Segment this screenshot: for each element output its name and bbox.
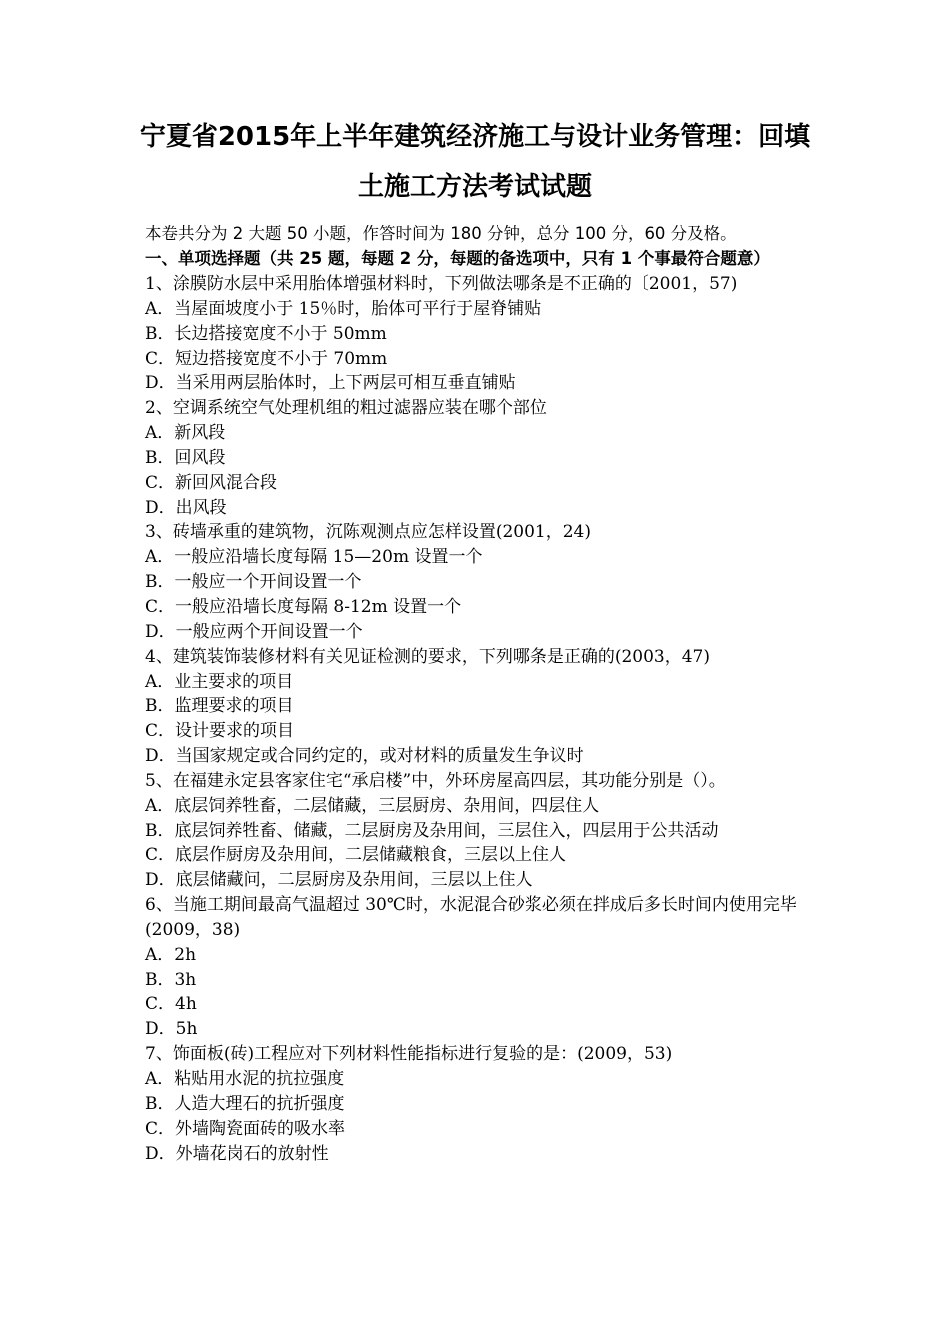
question-block xyxy=(145,645,815,769)
question-block xyxy=(145,396,815,520)
question-text: 2、空调系统空气处理机组的粗过滤器应装在哪个部位 xyxy=(145,398,547,419)
question-text: 3、砖墙承重的建筑物，沉陈观测点应怎样设置(2001，24) xyxy=(145,522,591,543)
question-text: 6、当施工期间最高气温超过 30℃时，水泥混合砂浆必须在拌成后多长时间内使用完毕(2009，38) xyxy=(145,895,797,940)
section-heading: 一、单项选择题（共 25 题，每题 2 分，每题的备选项中，只有 1 个事最符合题意） xyxy=(145,249,770,268)
question-text: 5、在福建永定县客家住宅“承启楼”中，外环房屋高四层，其功能分别是（）。 xyxy=(145,770,726,791)
answer-option: C．4h xyxy=(145,994,197,1015)
answer-option: D．外墙花岗石的放射性 xyxy=(145,1143,329,1164)
answer-option: D．5h xyxy=(145,1019,198,1040)
question-list xyxy=(145,272,815,1166)
answer-option: B．监理要求的项目 xyxy=(145,696,294,717)
answer-option: C．新回风混合段 xyxy=(145,472,278,493)
answer-option: B．人造大理石的抗折强度 xyxy=(145,1093,345,1114)
question-block xyxy=(145,520,815,644)
answer-option: A．底层饲养牲畜，二层储藏，三层厨房、杂用间，四层住人 xyxy=(145,795,600,816)
answer-option: D．一般应两个开间设置一个 xyxy=(145,621,363,642)
answer-option: C．短边搭接宽度不小于 70mm xyxy=(145,348,388,369)
question-text: 1、涂膜防水层中采用胎体增强材料时，下列做法哪条是不正确的〔2001，57) xyxy=(145,274,738,294)
answer-option: A．新风段 xyxy=(145,423,226,444)
answer-option: D．底层储藏问，二层厨房及杂用间，三层以上住人 xyxy=(145,870,533,891)
question-text: 4、建筑装饰装修材料有关见证检测的要求，下列哪条是正确的(2003，47) xyxy=(145,646,710,667)
exam-instructions: 本卷共分为 2 大题 50 小题，作答时间为 180 分钟，总分 100 分，60 分及格。 xyxy=(145,224,737,243)
answer-option: A．粘贴用水泥的抗拉强度 xyxy=(145,1069,345,1089)
answer-option: C．底层作厨房及杂用间，二层储藏粮食，三层以上住人 xyxy=(145,845,567,866)
answer-option: A．业主要求的项目 xyxy=(145,671,294,692)
document-title-line-2: 土施工方法考试试题 xyxy=(357,172,592,202)
answer-option: D．当国家规定或合同约定的，或对材料的质量发生争议时 xyxy=(145,746,584,767)
answer-option: D．出风段 xyxy=(145,497,227,518)
question-block xyxy=(145,272,815,396)
answer-option: A．一般应沿墙长度每隔 15—20m 设置一个 xyxy=(145,547,483,568)
document-title-line-1: 宁夏省2015年上半年建筑经济施工与设计业务管理：回填 xyxy=(139,122,811,152)
answer-option: B．一般应一个开间设置一个 xyxy=(145,572,362,593)
answer-option: D．当采用两层胎体时，上下两层可相互垂直铺贴 xyxy=(145,373,516,394)
answer-option: C．设计要求的项目 xyxy=(145,721,295,742)
question-block xyxy=(145,1042,815,1166)
answer-option: A．2h xyxy=(145,944,197,965)
question-text: 7、饰面板(砖)工程应对下列材料性能指标进行复验的是：(2009，53) xyxy=(145,1044,673,1065)
answer-option: C．外墙陶瓷面砖的吸水率 xyxy=(145,1118,346,1139)
answer-option: A．当屋面坡度小于 15％时，胎体可平行于屋脊铺贴 xyxy=(145,298,542,319)
answer-option: B．3h xyxy=(145,969,197,990)
document-body xyxy=(145,222,815,1166)
question-block xyxy=(145,893,815,1042)
answer-option: B．长边搭接宽度不小于 50mm xyxy=(145,323,387,344)
answer-option: B．回风段 xyxy=(145,447,226,468)
answer-option: C．一般应沿墙长度每隔 8-12m 设置一个 xyxy=(145,596,462,617)
question-block xyxy=(145,769,815,893)
answer-option: B．底层饲养牲畜、储藏，二层厨房及杂用间，三层住入，四层用于公共活动 xyxy=(145,820,719,841)
